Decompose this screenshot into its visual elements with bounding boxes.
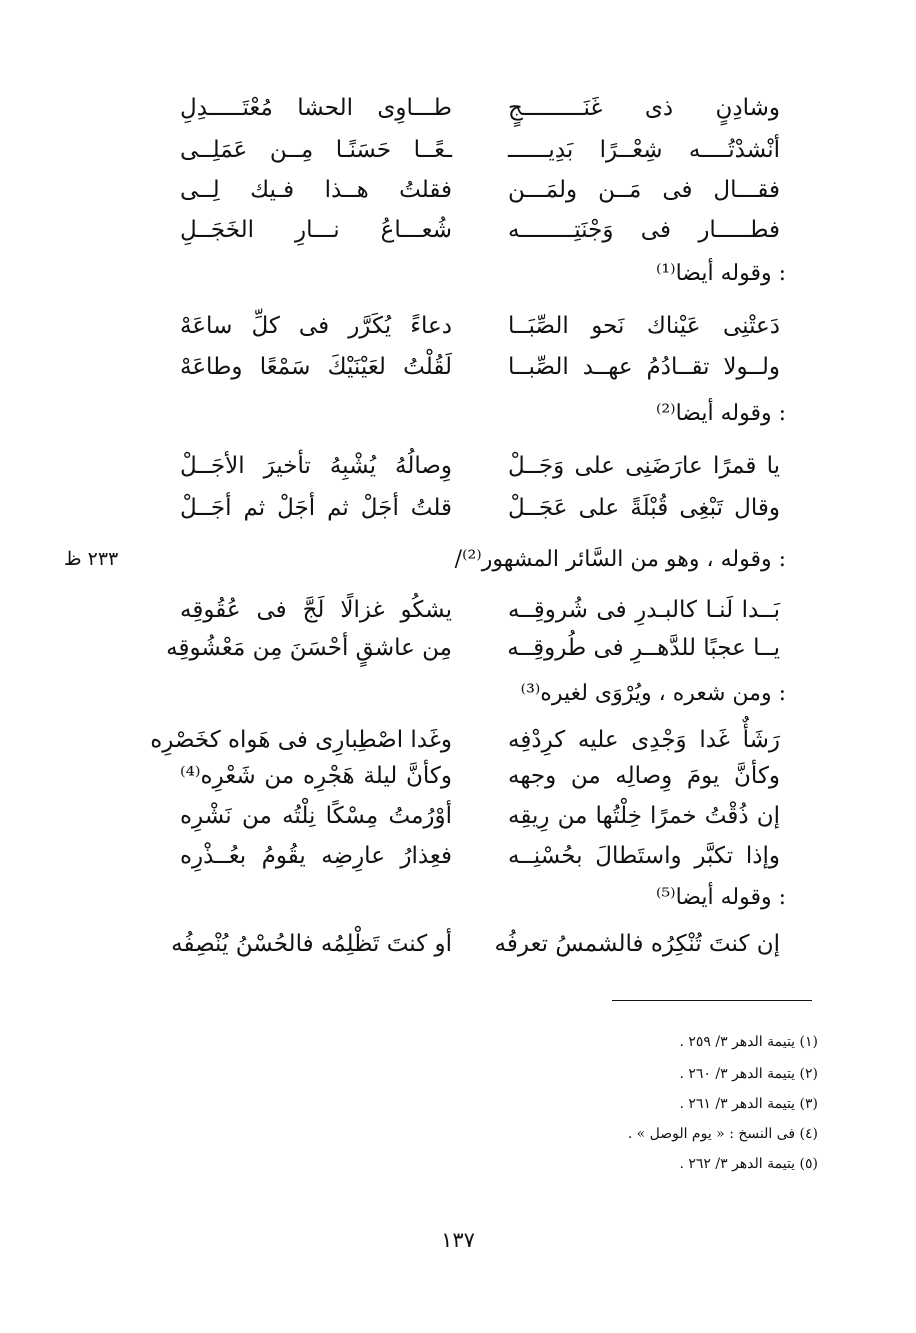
footnote: (٢) يتيمة الدهر ٣/ ٢٦٠ . bbox=[679, 1066, 818, 1082]
verse-line bbox=[180, 170, 780, 210]
verse-line bbox=[180, 756, 780, 796]
verse-first-hemistich: بَــدا لَنـا كالبـدرِ فى شُروقِــه bbox=[508, 597, 780, 623]
verse-second-hemistich: لَقُلْتُ لعَيْنَيْكَ سَمْعًا وطاعَهْ bbox=[180, 354, 452, 380]
verse-line bbox=[171, 924, 780, 964]
verse-first-hemistich: وشادِنٍ ذى غَنَـــــــــجٍ bbox=[508, 95, 780, 121]
verse-second-hemistich: أو كنتَ تَظْلِمُه فالحُسْنُ يُنْصِفُه bbox=[171, 931, 452, 957]
page-number: ١٣٧ bbox=[441, 1228, 475, 1252]
verse-first-hemistich: إن كنتَ تُنْكِرُه فالشمسُ تعرفُه bbox=[494, 931, 780, 957]
section-intro: ومن شعره ، ويُرْوَى لغيره⁽³⁾ : bbox=[520, 681, 786, 706]
verse-first-hemistich: إن ذُقْتُ خمرًا خِلْتُها من رِيقِه bbox=[508, 803, 780, 829]
verse-first-hemistich: أنْشدْتُــــه شِعْــرًا بَدِيــــــ bbox=[508, 137, 780, 163]
manuscript-folio-marker: ٢٣٣ ظ bbox=[64, 548, 119, 570]
verse-second-hemistich: فقلتُ هــذا فـيك لِــى bbox=[180, 177, 452, 203]
verse-second-hemistich: فعِذارُ عارِضِه يقُومُ بعُــذْرِه bbox=[180, 843, 452, 869]
verse-first-hemistich: وكأنَّ يومَ وِصالِه من وجهه bbox=[508, 763, 780, 789]
verse-line bbox=[180, 488, 780, 528]
verse-second-hemistich: مِن عاشقٍ أحْسَنَ مِن مَعْشُوقِه bbox=[166, 635, 452, 661]
verse-line bbox=[166, 628, 780, 668]
verse-second-hemistich: قلتُ أجَلْ ثم أجَلْ ثم أجَــلْ bbox=[180, 495, 452, 521]
verse-line bbox=[180, 210, 780, 250]
verse-second-hemistich: يشكُو غزالًا لَجَّ فى عُقُوقِه bbox=[180, 597, 452, 623]
verse-second-hemistich: طـــاوِى الحشا مُعْتَـــــدِلِ bbox=[180, 95, 452, 121]
footnote: (١) يتيمة الدهر ٣/ ٢٥٩ . bbox=[679, 1034, 818, 1050]
verse-first-hemistich: فقـــال فى مَــن ولمَـــن bbox=[508, 177, 780, 203]
footnote-separator bbox=[612, 1000, 812, 1001]
footnote: (٤) فى النسخ : « يوم الوصل » . bbox=[627, 1126, 818, 1142]
footnote: (٣) يتيمة الدهر ٣/ ٢٦١ . bbox=[679, 1096, 818, 1112]
verse-first-hemistich: رَشَأٌ غَدا وَجْدِى عليه كرِدْفِه bbox=[508, 727, 780, 753]
verse-first-hemistich: وإذا تكبَّر واستَطالَ بحُسْنِــه bbox=[508, 843, 780, 869]
verse-second-hemistich: وغَدا اصْطِبارِى فى هَواه كخَصْرِه bbox=[150, 727, 452, 753]
verse-line bbox=[180, 446, 780, 486]
verse-first-hemistich: يا قمرًا عارَضَنِى على وَجَــلْ bbox=[508, 453, 780, 479]
section-intro: وقوله أيضا⁽¹⁾ : bbox=[655, 261, 786, 286]
verse-second-hemistich: وكأنَّ ليلة هَجْرِه من شَعْرِه⁽⁴⁾ bbox=[180, 763, 452, 789]
verse-first-hemistich: يــا عجبًا للدَّهــرِ فى طُروقِــه bbox=[507, 635, 780, 661]
verse-line bbox=[180, 306, 780, 346]
verse-line bbox=[150, 720, 780, 760]
footnote: (٥) يتيمة الدهر ٣/ ٢٦٢ . bbox=[679, 1156, 818, 1172]
verse-line bbox=[180, 796, 780, 836]
verse-second-hemistich: دعاءً يُكَرَّر فى كلِّ ساعَهْ bbox=[180, 313, 452, 339]
verse-second-hemistich: وِصالُهُ يُشْبِهُ تأخيرَ الأجَــلْ bbox=[180, 453, 452, 479]
section-intro: /وقوله ، وهو من السَّائر المشهور⁽²⁾ : bbox=[454, 547, 786, 572]
section-intro: وقوله أيضا⁽⁵⁾ : bbox=[655, 885, 786, 910]
verse-first-hemistich: فطـــــار فى وَجْنَتِــــــــه bbox=[508, 217, 780, 243]
verse-second-hemistich: ـعًــا حَسَنًـا مِــن عَمَلِــى bbox=[180, 137, 452, 163]
verse-first-hemistich: ولــولا تقــادُمُ عهــد الصِّبــا bbox=[508, 354, 780, 380]
verse-line bbox=[180, 836, 780, 876]
verse-second-hemistich: أوْرُمتُ مِسْكًا نِلْتُه من نَشْرِه bbox=[180, 803, 452, 829]
verse-first-hemistich: دَعتْنِى عَيْناك نَحو الصِّبَــا bbox=[508, 313, 780, 339]
verse-line bbox=[180, 88, 780, 128]
verse-line bbox=[180, 130, 780, 170]
verse-second-hemistich: شُعـــاعُ نـــارِ الخَجَــلِ bbox=[180, 217, 452, 243]
verse-line bbox=[180, 347, 780, 387]
verse-line bbox=[180, 590, 780, 630]
section-intro: وقوله أيضا⁽²⁾ : bbox=[655, 401, 786, 426]
verse-first-hemistich: وقال تَبْغِى قُبْلَةً على عَجَــلْ bbox=[508, 495, 780, 521]
